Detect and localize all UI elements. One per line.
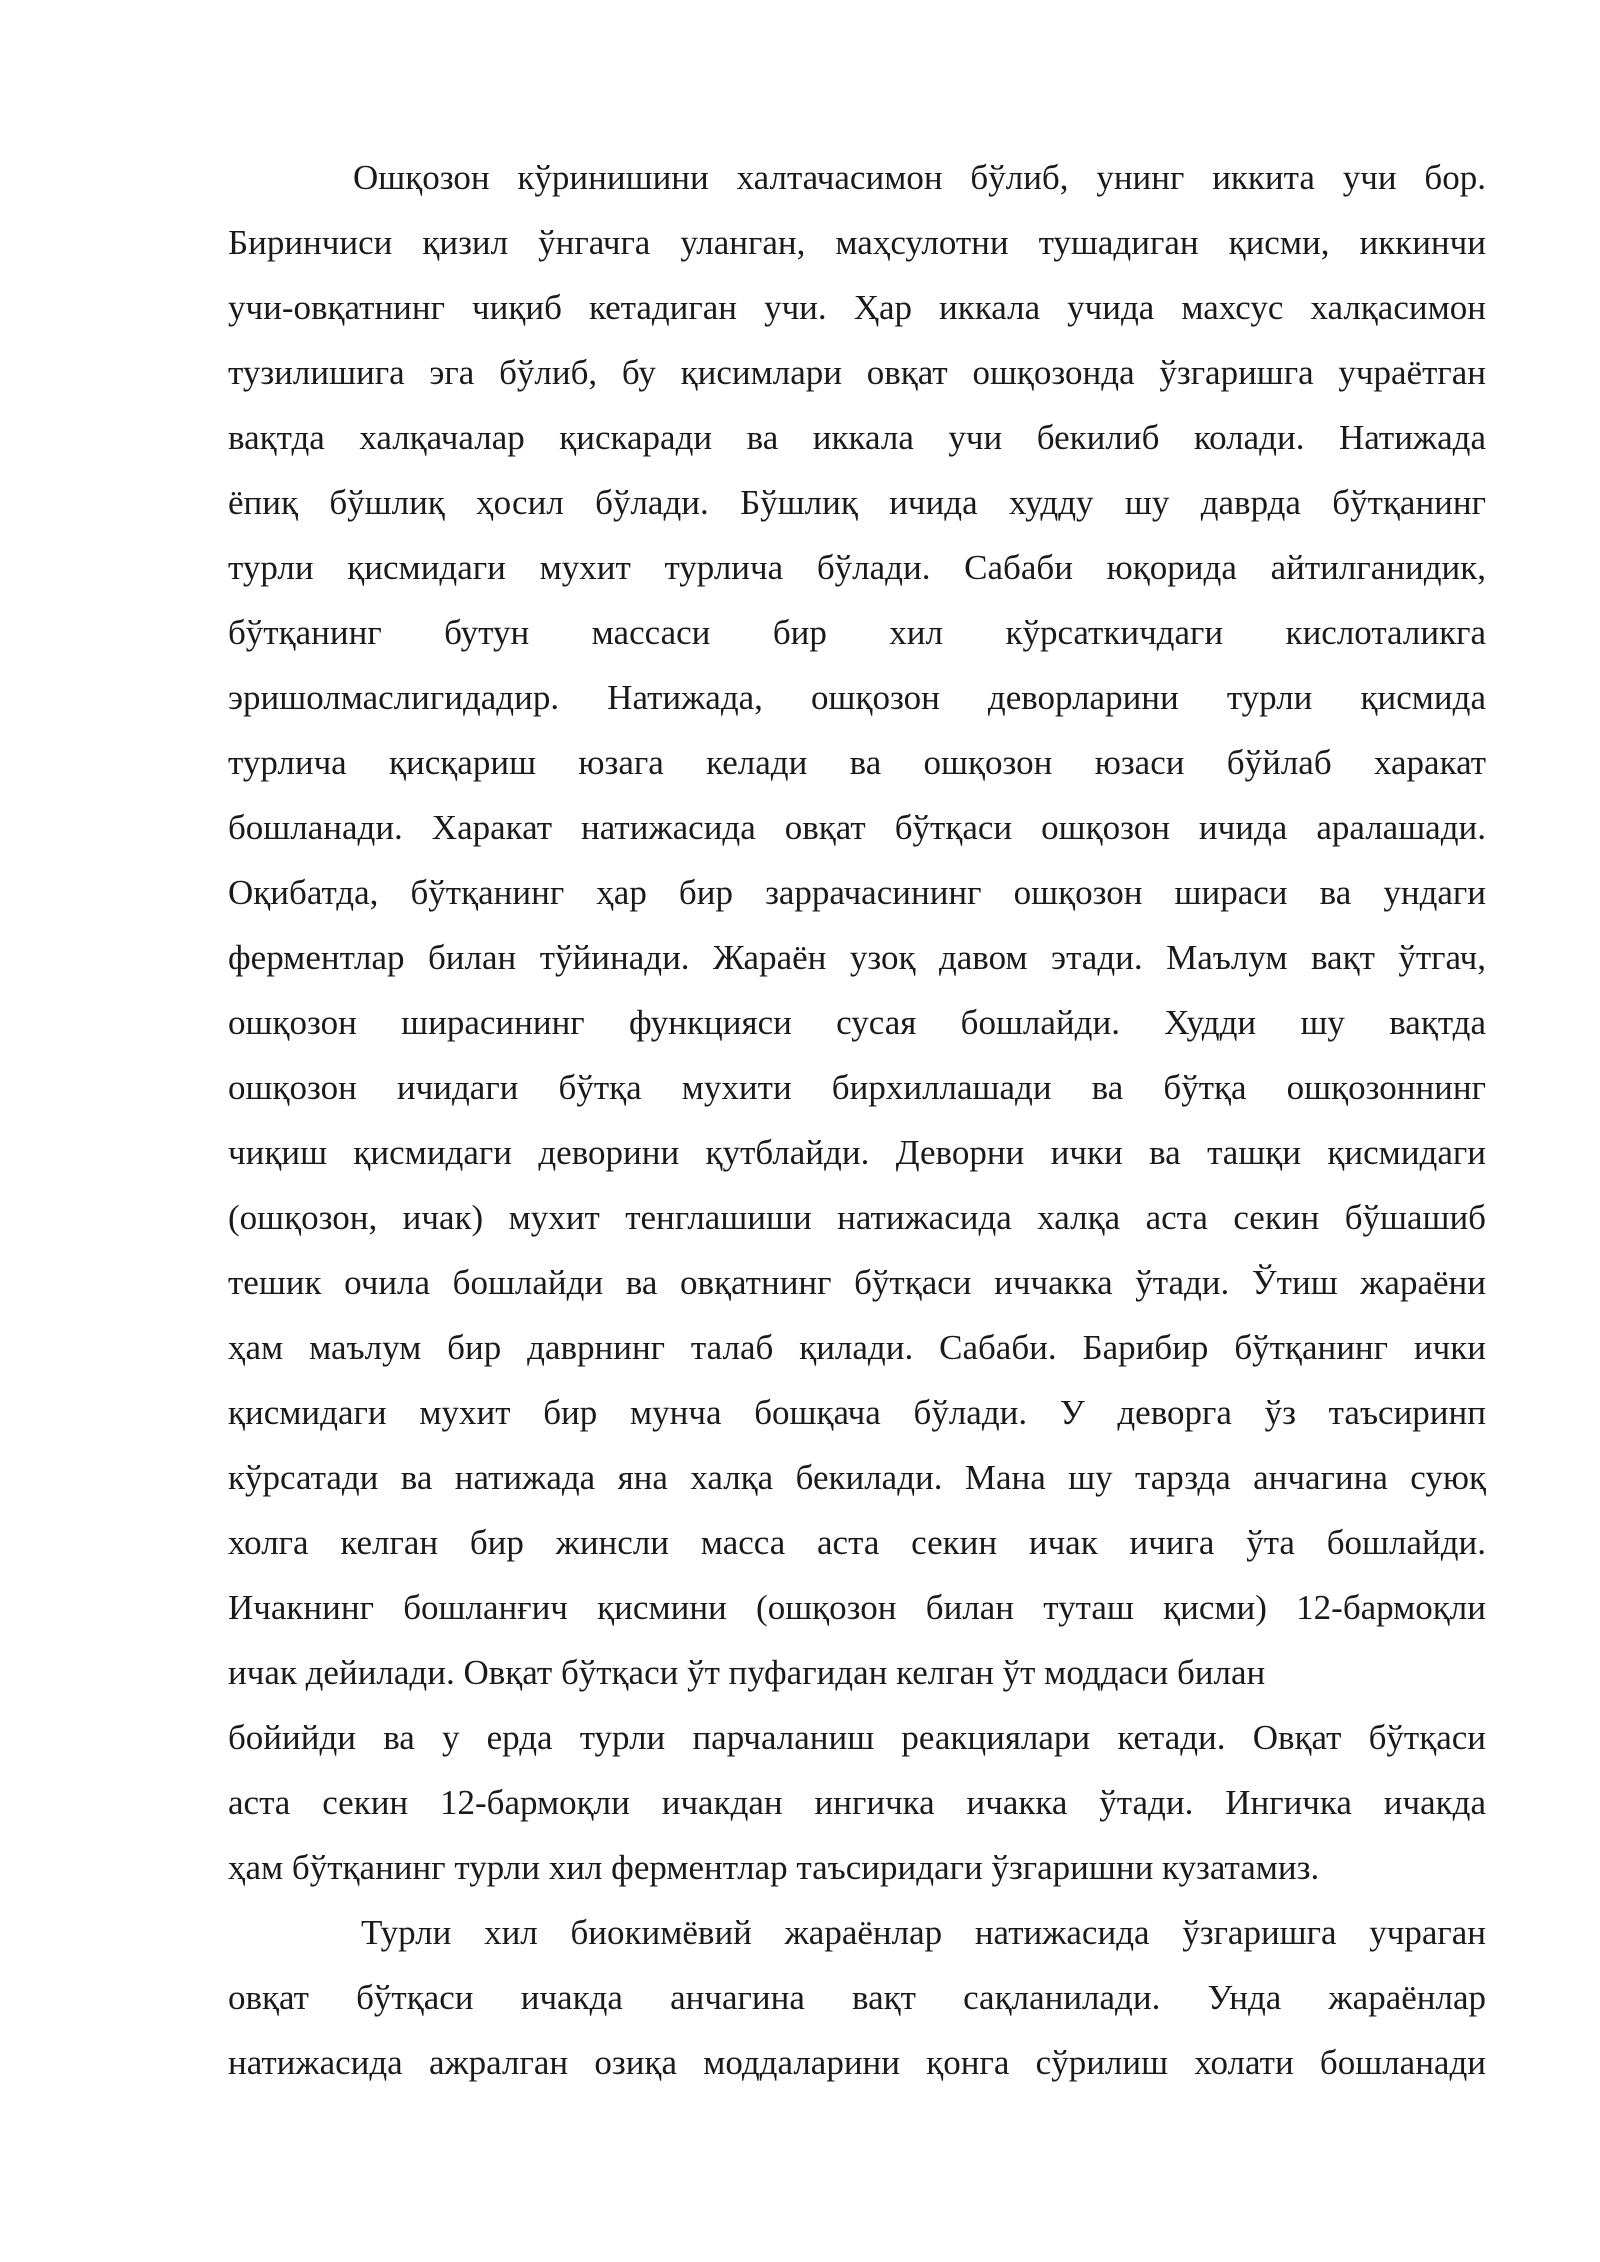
text-line: турли қисмидаги мухит турлича бўлади. Сабаби юқорида айтилганидик,	[228, 548, 1486, 587]
text-line: ичак дейилади. Овқат бўтқаси ўт пуфагидан келган ўт моддаси билан	[228, 1653, 1266, 1692]
body-text	[228, 145, 1486, 2095]
text-line: ҳам маълум бир даврнинг талаб қилади. Сабаби. Барибир бўтқанинг ички	[228, 1328, 1486, 1367]
text-line: чиқиш қисмидаги деворини қутблайди. Деворни ички ва ташқи қисмидаги	[228, 1133, 1486, 1172]
text-line: тешик очила бошлайди ва овқатнинг бўтқаси иччакка ўтади. Ўтиш жараёни	[228, 1263, 1486, 1302]
text-line: аста секин 12-бармоқли ичакдан ингичка ичакка ўтади. Ингичка ичакда	[228, 1783, 1486, 1822]
text-line: учи-овқатнинг чиқиб кетадиган учи. Ҳар иккала учида махсус халқасимон	[228, 288, 1486, 327]
text-line: бошланади. Харакат натижасида овқат бўтқаси ошқозон ичида аралашади.	[228, 808, 1486, 847]
text-line: тузилишига эга бўлиб, бу қисимлари овқат ошқозонда ўзгаришга учраётган	[228, 353, 1486, 392]
text-line: Ошқозон кўринишини халтачасимон бўлиб, унинг иккита учи бор.	[353, 158, 1486, 197]
text-line: ошқозон ичидаги бўтқа мухити бирхиллашади ва бўтқа ошқозоннинг	[228, 1068, 1486, 1107]
text-line: натижасида ажралган озиқа моддаларини қонга сўрилиш холати бошланади	[228, 2043, 1486, 2082]
text-line: қисмидаги мухит бир мунча бошқача бўлади. У деворга ўз таъсиринп	[228, 1393, 1486, 1432]
paragraph-2	[228, 1900, 1486, 2095]
text-line: ферментлар билан тўйинади. Жараён узоқ давом этади. Маълум вақт ўтгач,	[228, 938, 1486, 977]
text-line: Оқибатда, бўтқанинг ҳар бир заррачасининг ошқозон шираси ва ундаги	[228, 873, 1486, 912]
text-line: бўтқанинг бутун массаси бир хил кўрсаткичдаги кислоталикга	[228, 613, 1486, 652]
text-line: холга келган бир жинсли масса аста секин ичак ичига ўта бошлайди.	[228, 1523, 1486, 1562]
text-line: эришолмаслигидадир. Натижада, ошқозон деворларини турли қисмида	[228, 678, 1486, 717]
text-line: (ошқозон, ичак) мухит тенглашиши натижасида халқа аста секин бўшашиб	[228, 1198, 1486, 1237]
text-line: бойийди ва у ерда турли парчаланиш реакциялари кетади. Овқат бўтқаси	[228, 1718, 1486, 1757]
paragraph-1	[228, 145, 1486, 1900]
text-line: ошқозон ширасининг функцияси сусая бошлайди. Худди шу вақтда	[228, 1003, 1486, 1042]
text-line: Биринчиси қизил ўнгачга уланган, маҳсулотни тушадиган қисми, иккинчи	[228, 223, 1486, 262]
text-line: ҳам бўтқанинг турли хил ферментлар таъсиридаги ўзгаришни кузатамиз.	[228, 1848, 1320, 1887]
text-line: овқат бўтқаси ичакда анчагина вақт сақланилади. Унда жараёнлар	[228, 1978, 1486, 2017]
text-line: Турли хил биокимёвий жараёнлар натижасида ўзгаришга учраган	[361, 1913, 1486, 1952]
text-line: турлича қисқариш юзага келади ва ошқозон юзаси бўйлаб харакат	[228, 743, 1486, 782]
text-line: кўрсатади ва натижада яна халқа бекилади. Мана шу тарзда анчагина суюқ	[228, 1458, 1486, 1497]
text-line: вақтда халқачалар қискаради ва иккала учи бекилиб колади. Натижада	[228, 418, 1486, 457]
text-line: Ичакнинг бошланғич қисмини (ошқозон билан туташ қисми) 12-бармоқли	[228, 1588, 1486, 1627]
text-line: ёпиқ бўшлиқ ҳосил бўлади. Бўшлиқ ичида худду шу даврда бўтқанинг	[228, 483, 1486, 522]
